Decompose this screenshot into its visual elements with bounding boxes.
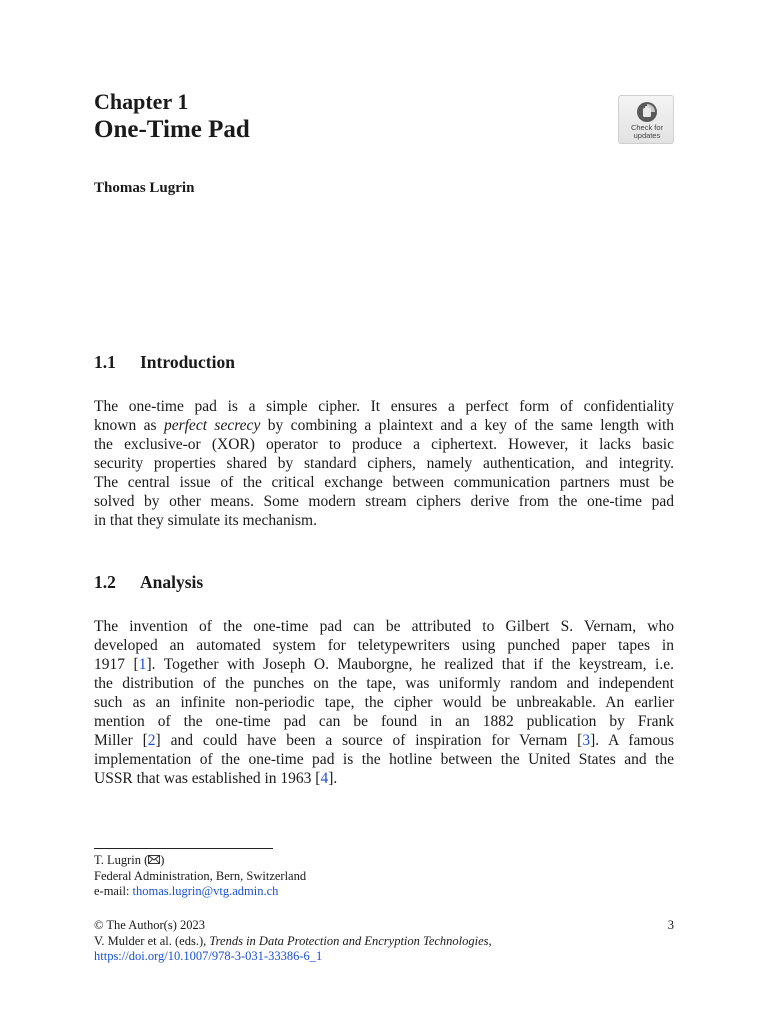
copyright: © The Author(s) 2023 [94,918,205,932]
paragraph-line: 1917 [1]. Together with Joseph O. Mauborgne, he realized that if the keystream, i.e. [94,656,674,673]
citation-link[interactable]: 1 [138,656,147,673]
chapter-label: Chapter 1 [94,89,189,114]
footnote-affiliation: Federal Administration, Bern, Switzerland [94,868,307,883]
badge-line-1: Check for [630,123,664,132]
emphasis-perfect-secrecy: perfect secrecy [163,417,261,434]
citation-link[interactable]: 2 [147,732,156,749]
page-number: 3 [667,918,674,932]
paragraph-line: Miller [2] and could have been a source of inspiration for Vernam [3]. A famous [94,732,674,749]
paragraph-line: such as an infinite non-periodic tape, the cipher would be unbreakable. An earlier [94,694,674,711]
paragraph-line: in that they simulate its mechanism. [94,512,317,529]
paragraph-line: solved by other means. Some modern stream ciphers derive from the one-time pad [94,493,674,510]
check-for-updates-badge[interactable] [618,95,674,144]
analysis-paragraph [94,617,674,788]
section-title: Analysis [140,572,204,592]
introduction-paragraph [94,397,674,530]
footnote-author: T. Lugrin ( ) [94,853,165,867]
paragraph-line: The central issue of the critical exchange between communication partners must be [94,474,674,491]
footnote-rule [94,848,273,849]
envelope-icon [148,855,160,864]
section-title: Introduction [140,352,235,372]
footer-copyright-row [94,918,674,934]
chapter-title: One-Time Pad [94,116,250,143]
check-for-updates-icon [633,100,661,124]
badge-line-2: updates [633,131,661,140]
section-heading-introduction [94,351,235,373]
book-citation: V. Mulder et al. (eds.), Trends in Data Protection and Encryption Technologies, [94,933,492,948]
paragraph-line: developed an automated system for teletypewriters using punched paper tapes in [94,637,674,654]
paragraph-line: the distribution of the punches on the tape, was uniformly random and independent [94,675,674,692]
section-heading-analysis [94,571,203,593]
email-link[interactable]: thomas.lugrin@vtg.admin.ch [132,884,279,898]
paragraph-line: known as perfect secrecy by combining a plaintext and a key of the same length with [94,417,675,434]
footnote [94,853,306,900]
paragraph-line: the exclusive-or (XOR) operator to produce a ciphertext. However, it lacks basic [94,436,674,453]
book-title: Trends in Data Protection and Encryption Technologies [209,933,489,948]
paragraph-line: security properties shared by standard ciphers, namely authentication, and integrity. [94,455,674,472]
citation-link[interactable]: 3 [582,732,591,749]
footnote-email-line: e-mail: thomas.lugrin@vtg.admin.ch [94,884,279,898]
author-name: Thomas Lugrin [94,180,195,196]
paragraph-line: mention of the one-time pad can be found in an 1882 publication by Frank [94,713,674,730]
paragraph-line: The invention of the one-time pad can be attributed to Gilbert S. Vernam, who [94,618,674,635]
paragraph-line: USSR that was established in 1963 [4]. [94,770,338,787]
paragraph-line: implementation of the one-time pad is the hotline between the United States and the [94,751,674,768]
citation-link[interactable]: 4 [320,770,329,787]
section-number: 1.2 [94,572,116,592]
section-number: 1.1 [94,352,116,372]
paragraph-line: The one-time pad is a simple cipher. It ensures a perfect form of confidentiality [94,398,674,415]
page-footer [94,918,674,965]
doi-link[interactable]: https://doi.org/10.1007/978-3-031-33386-6_1 [94,949,323,963]
